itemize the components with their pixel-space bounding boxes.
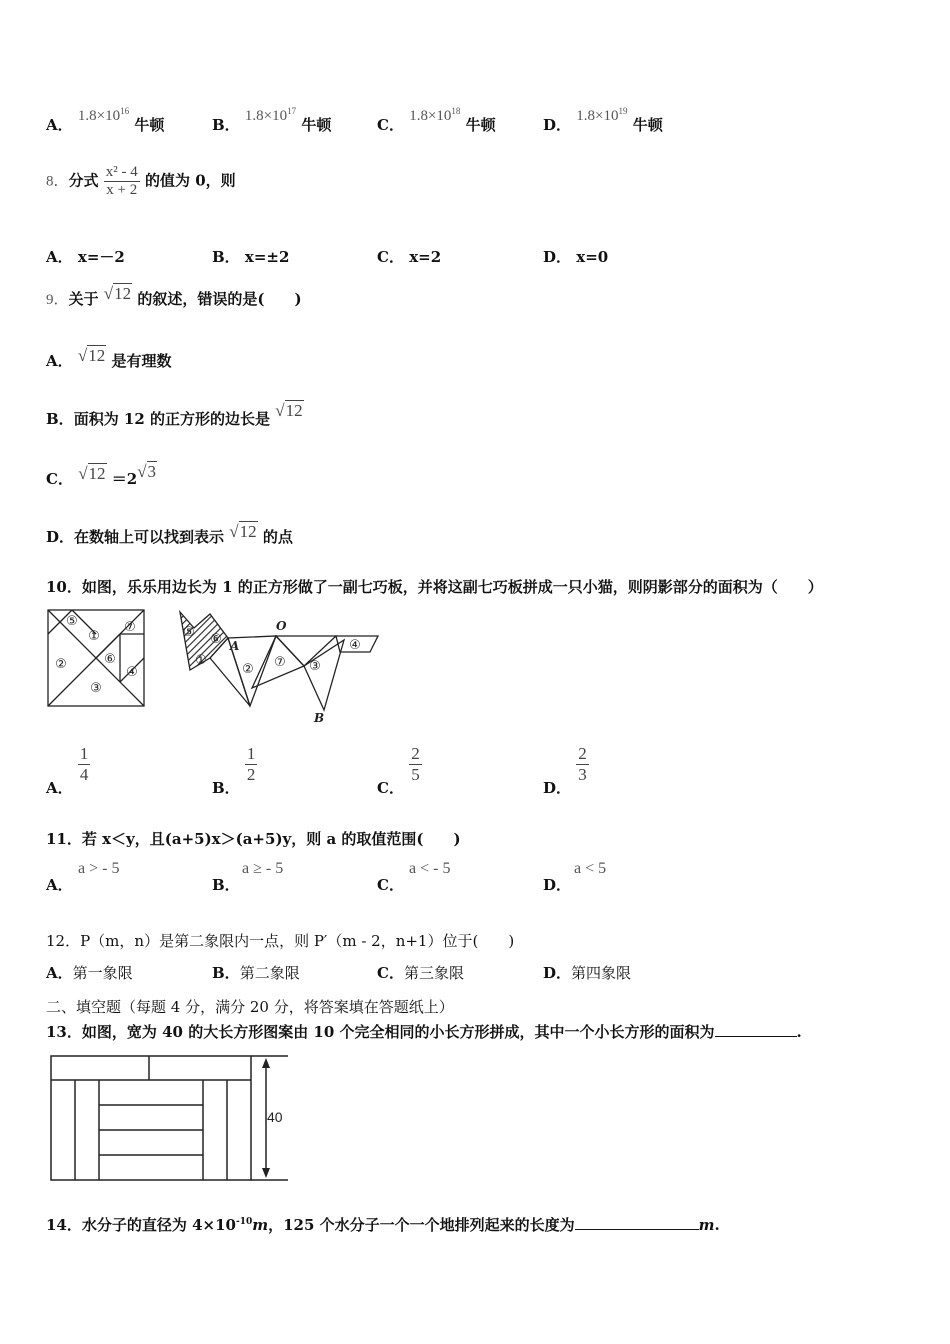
label-1: ① — [88, 629, 100, 644]
q10-stem: 10．如图，乐乐用边长为 1 的正方形做了一副七巧板，并将这副七巧板拼成一只小猫，则阴影部分的面积为（ ） — [46, 578, 823, 596]
q8-stem: 8．分式 $\frac{\text{x² - 4}}{x + 2}$ 的值为 0，则 — [46, 164, 236, 198]
q9-stem: 9．关于 √12 的叙述，错误的是( ) — [46, 284, 302, 308]
q14-stem: 14．水分子的直径为 $4\times 10^{-10}m$，125 个水分子一个一个地排列起来的长度为 m. — [46, 1216, 720, 1234]
q10-option-d: D． $\frac{2}{3}$ — [543, 744, 587, 797]
q7-option-b: B． $1.8\times 10^{17}$ 牛顿 — [212, 106, 332, 134]
q12-option-d: D．第四象限 — [543, 964, 632, 982]
q9-option-c: C． √12 ＝2√3 — [46, 462, 157, 488]
q11-option-a-text: a > - 5 — [78, 860, 120, 877]
q11-option-a: A． — [46, 876, 73, 894]
cat-label-2: ② — [242, 662, 254, 677]
label-7: ⑦ — [124, 620, 136, 635]
q7-option-a: A． $1.8\times 10^{16}$ 牛顿 — [46, 106, 165, 134]
q13-answer-blank[interactable] — [715, 1036, 797, 1037]
q11-option-b: B． — [212, 876, 240, 894]
q13-stem: 13．如图，宽为 40 的大长方形图案由 10 个完全相同的小长方形拼成，其中一个小长方形的面积为 . — [46, 1023, 802, 1041]
q10-tangram-figure — [44, 606, 394, 728]
q13-rectangle-figure — [48, 1052, 298, 1184]
q7-option-c: C． $1.8\times 10^{18}$ 牛顿 — [377, 106, 496, 134]
q9-option-b: B．面积为 12 的正方形的边长是 √12 — [46, 401, 303, 428]
label-4: ④ — [126, 665, 138, 680]
q12-option-c: C．第三象限 — [377, 964, 464, 982]
q12-option-b: B．第二象限 — [212, 964, 300, 982]
cat-label-6: ⑥ — [210, 632, 222, 647]
point-o-label: O — [276, 619, 287, 633]
q11-option-c-text: a < - 5 — [409, 860, 451, 877]
section-title: 二、填空题（每题 4 分，满分 20 分，将答案填在答题纸上） — [46, 998, 454, 1016]
cat-label-7: ⑦ — [274, 655, 286, 670]
q13-dimension-label: 40 — [267, 1109, 283, 1125]
q8-fraction: $\frac{\text{x² - 4}}{x + 2}$ — [105, 164, 138, 198]
q11-option-d: D． — [543, 876, 572, 894]
point-b-label: B — [314, 711, 325, 725]
cat-label-3: ③ — [309, 659, 321, 674]
q11-option-b-text: a ≥ - 5 — [242, 860, 284, 877]
q9-option-d: D．在数轴上可以找到表示 √12 的点 — [46, 522, 293, 546]
q11-option-c: C． — [377, 876, 404, 894]
q11-option-d-text: a < 5 — [574, 860, 607, 877]
q10-option-c: C． $\frac{2}{5}$ — [377, 744, 420, 797]
cat-label-1: ① — [195, 653, 207, 668]
q9-option-a: A． √12 是有理数 — [46, 346, 172, 370]
cat-label-4: ④ — [349, 638, 361, 653]
label-6: ⑥ — [104, 652, 116, 667]
label-3: ③ — [90, 681, 102, 696]
q8-option-d: D． x=0 — [543, 248, 609, 266]
q11-stem: 11．若 x＜y，且(a+5)x＞(a+5)y，则 a 的取值范围( ) — [46, 830, 461, 848]
q10-option-b: B． $\frac{1}{2}$ — [212, 744, 256, 797]
cat-label-5: ⑤ — [183, 625, 195, 640]
label-2: ② — [55, 657, 67, 672]
label-5: ⑤ — [66, 614, 78, 629]
q8-option-b: B． x=±2 — [212, 248, 290, 266]
q14-answer-blank[interactable] — [575, 1229, 699, 1230]
q8-option-c: C． x=2 — [377, 248, 442, 266]
q7-option-d: D． $1.8\times 10^{19}$ 牛顿 — [543, 106, 663, 134]
q8-option-a: A． x=－2 — [46, 248, 125, 266]
q12-option-a: A．第一象限 — [46, 964, 133, 982]
q12-stem: 12．P（m，n）是第二象限内一点，则 P′（m - 2，n+1）位于( ) — [46, 932, 515, 950]
point-a-label: A — [230, 639, 240, 653]
q10-option-a: A． $\frac{1}{4}$ — [46, 744, 89, 797]
